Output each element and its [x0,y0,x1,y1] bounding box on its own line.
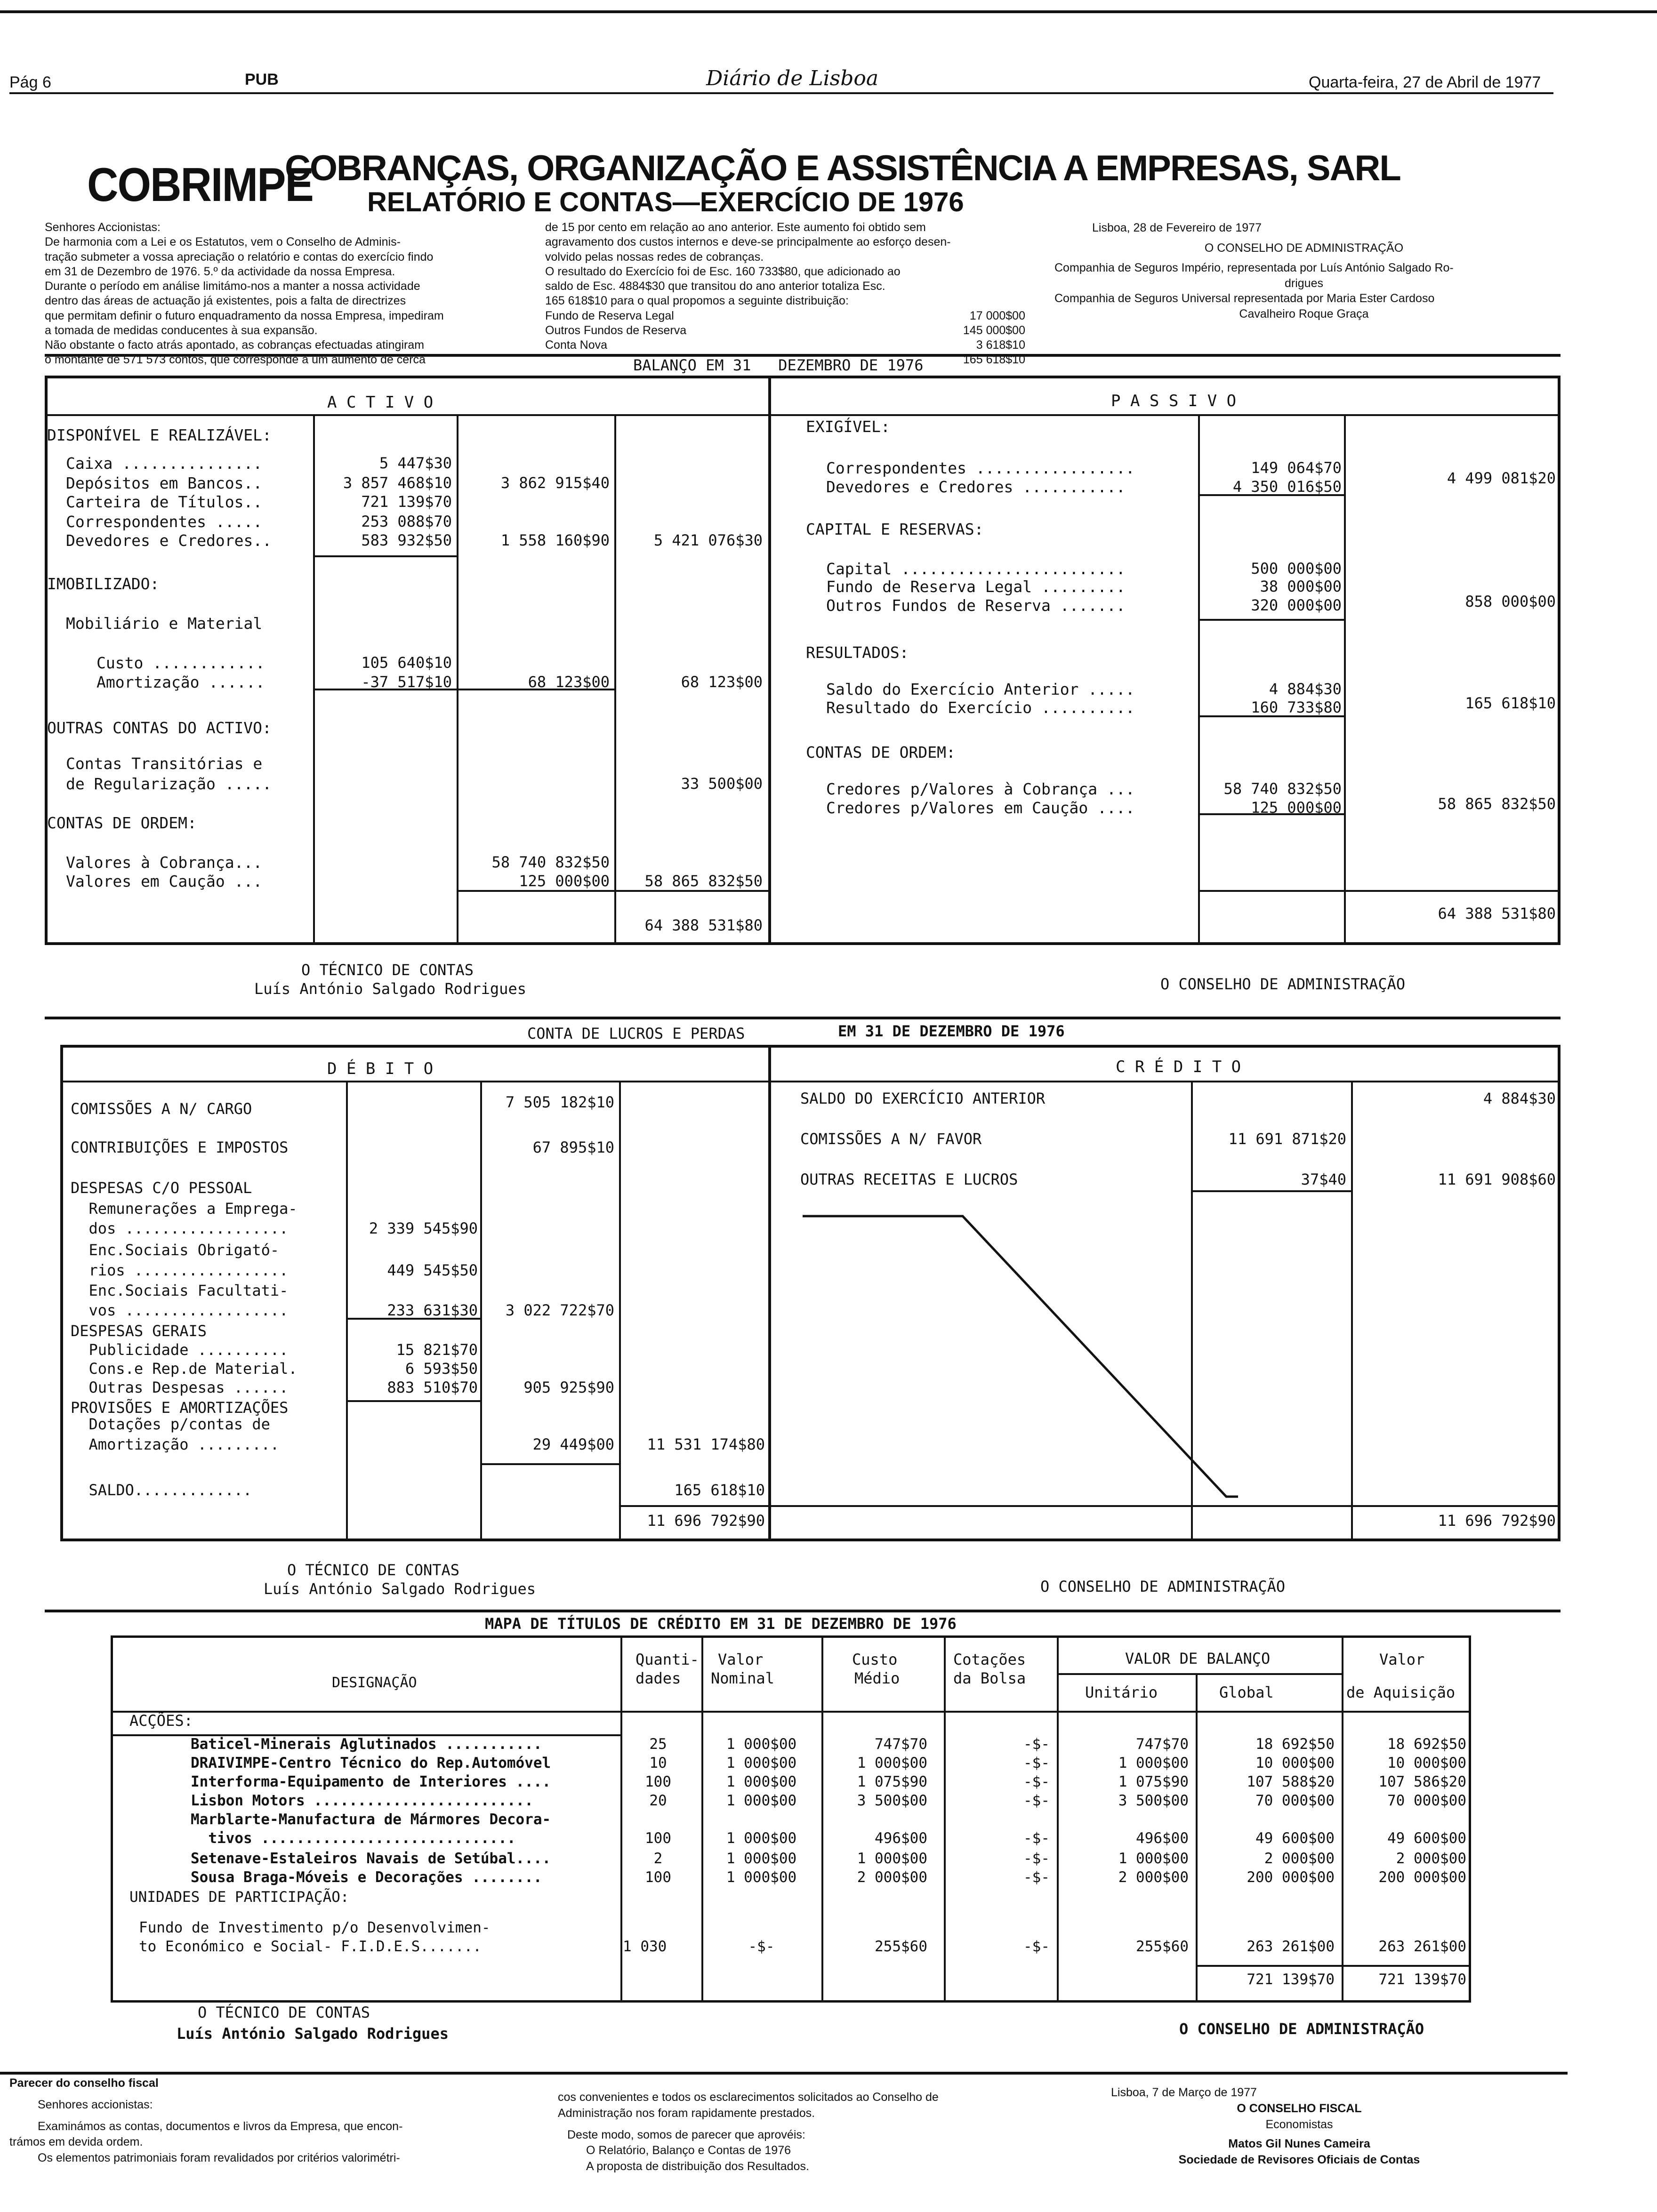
activo-total: 33 500$00 [681,775,763,793]
mapa-nominal-value: 1 000$00 [726,1792,797,1809]
report-subtitle: RELATÓRIO E CONTAS—EXERCÍCIO DE 1976 [367,187,964,217]
mapa-global-value: 10 000$00 [1255,1755,1335,1771]
activo-item-label: Custo ............ [97,654,265,672]
activo-subtotal: 58 740 832$50 [491,853,610,871]
passivo-group-heading: EXIGÍVEL: [806,417,890,436]
debito-subtotal: 3 022 722$70 [505,1301,614,1319]
pl-board-signature: O CONSELHO DE ADMINISTRAÇÃO [1040,1578,1286,1595]
credito-amount: 37$40 [1301,1170,1346,1188]
activo-item-label: Devedores e Credores.. [66,531,272,550]
section-rule [0,2072,1568,2075]
debito-item-label: PROVISÕES E AMORTIZAÇÕES [71,1399,289,1417]
distribution-label: Outros Fundos de Reserva [545,323,687,337]
passivo-item-label: Fundo de Reserva Legal ......... [826,577,1126,596]
parecer-signatory: Sociedade de Revisores Oficiais de Contas [1178,2153,1420,2166]
parecer-text: cos convenientes e todos os esclarecimentos solicitados ao Conselho de [558,2091,939,2104]
report-signatory: drigues [1285,276,1323,290]
report-text: Durante o período em análise limitámo-nos a manter a nossa actividade [45,280,420,293]
mapa-subheader-rule [1057,1673,1342,1675]
mapa-col-rule [620,1635,622,2003]
mapa-quantity: 25 [649,1736,667,1753]
balance-divider [768,376,771,945]
passivo-item-label: Credores p/Valores em Caução .... [826,799,1135,817]
passivo-total: 64 388 531$80 [1438,905,1556,922]
mapa-board-signature: O CONSELHO DE ADMINISTRAÇÃO [1179,2020,1424,2038]
activo-total: 64 388 531$80 [644,916,763,934]
distribution-row [545,309,1025,323]
mapa-header-valor-aquisicao: de Aquisição [1346,1683,1456,1701]
report-text: saldo de Esc. 4884$30 que transitou do ano anterior totaliza Esc. [545,280,885,293]
distribution-row [545,323,1025,338]
report-place-date: Lisboa, 28 de Fevereiro de 1977 [1092,221,1262,234]
passivo-amount: 320 000$00 [1251,596,1342,614]
activo-subtotal-rule [457,890,614,892]
report-text: em 31 de Dezembro de 1976. 5.º da actividade da nossa Empresa. [45,264,395,278]
passivo-total: 58 865 832$50 [1438,795,1556,813]
passivo-header: P A S S I V O [1111,392,1237,410]
mapa-average-cost: 1 000$00 [857,1850,927,1867]
distribution-label: Fundo de Reserva Legal [545,309,674,322]
mapa-header-quantidades: dades [635,1669,681,1687]
parecer-text: trámos em devida ordem. [9,2135,143,2149]
debito-total: 165 618$10 [674,1481,765,1499]
debito-header: D É B I T O [327,1059,434,1078]
mapa-unit-value: 1 075$90 [1118,1773,1189,1790]
mapa-quotation: -$- [1023,1736,1050,1753]
passivo-total: 165 618$10 [1465,694,1556,712]
debito-amount: 15 821$70 [396,1341,478,1359]
debito-amount: 2 339 545$90 [369,1219,478,1237]
mapa-unit-value: 1 000$00 [1118,1850,1189,1867]
report-text: Não obstante o facto atrás apontado, as cobranças efectuadas atingiram [45,338,425,352]
debito-subtotal: 905 925$90 [523,1378,614,1396]
mapa-designation: Lisbon Motors ......................... [191,1792,533,1809]
mapa-nominal-value: 1 000$00 [726,1850,797,1867]
mapa-unit-value: 496$00 [1136,1830,1189,1847]
mapa-col-rule [1342,1635,1343,2003]
debito-rule [346,1400,480,1402]
mapa-quantity: 2 [653,1850,663,1867]
top-rule [0,10,1657,13]
debito-col-rule [619,1081,621,1541]
mapa-header-cotacoes: Cotações [953,1651,1026,1668]
credito-item-label: OUTRAS RECEITAS E LUCROS [800,1170,1018,1188]
distribution-value: 145 000$00 [963,323,1025,337]
activo-subtotal-rule [313,555,457,557]
report-text: dentro das áreas de actuação já existentes, pois a falta de directrizes [45,294,406,308]
credito-item-label: COMISSÕES A N/ FAVOR [800,1130,982,1148]
passivo-amount: 149 064$70 [1251,459,1342,477]
distribution-value: 3 618$10 [976,338,1025,352]
mapa-average-cost: 1 000$00 [857,1755,927,1771]
activo-group-heading: CONTAS DE ORDEM: [47,814,197,832]
parecer-title: Parecer do conselho fiscal [9,2076,159,2090]
debito-col-rule [346,1081,348,1541]
mapa-designation: tivos ............................. [191,1830,516,1847]
activo-total: 58 865 832$50 [644,872,763,890]
debito-item-label: Remunerações a Emprega- [71,1200,298,1218]
activo-col-rule [313,414,315,945]
parecer-text: Administração nos foram rapidamente prestados. [558,2106,815,2120]
balance-signature-title: O TÉCNICO DE CONTAS [301,961,474,979]
passivo-amount: 500 000$00 [1251,560,1342,577]
mapa-global-value: 107 588$20 [1247,1773,1335,1790]
mapa-quantity: 10 [649,1755,667,1771]
mapa-unit-value: 747$70 [1136,1736,1189,1753]
pl-title-right: EM 31 DE DEZEMBRO DE 1976 [838,1022,1065,1040]
mapa-quotation: -$- [1023,1869,1050,1886]
mapa-average-cost: 496$00 [875,1830,927,1847]
passivo-item-label: Resultado do Exercício .......... [826,698,1135,717]
debito-item-label: Cons.e Rep.de Material. [71,1360,298,1378]
debito-subtotal: 7 505 182$10 [505,1093,614,1111]
activo-amount: 583 932$50 [361,531,452,549]
passivo-subtotal-rule [1198,619,1344,621]
mapa-acquisition-value: 18 692$50 [1387,1736,1466,1753]
mapa-global-value: 70 000$00 [1255,1792,1335,1809]
mapa-quantity: 1 030 [623,1938,667,1955]
debito-item-label: Amortização ......... [71,1435,280,1453]
mapa-header-custo-medio: Custo [852,1651,898,1668]
activo-col-rule [457,414,458,945]
mapa-global-value: 49 600$00 [1255,1830,1335,1847]
activo-total: 5 421 076$30 [653,531,763,549]
debito-item-label: vos .................. [71,1301,289,1319]
report-column-1 [45,220,544,368]
parecer-text: Os elementos patrimoniais foram revalidados por critérios valorimétri- [38,2151,400,2164]
passivo-item-label: Correspondentes ................. [826,459,1135,477]
debito-amount: 883 510$70 [387,1378,478,1396]
mapa-nominal-value: 1 000$00 [726,1755,797,1771]
debito-item-label: CONTRIBUIÇÕES E IMPOSTOS [71,1138,289,1156]
report-signatory: Cavalheiro Roque Graça [1239,307,1369,321]
passivo-group-heading: RESULTADOS: [806,643,909,662]
debito-amount: 233 631$30 [387,1301,478,1319]
mapa-nominal-value: 1 000$00 [726,1736,797,1753]
mapa-col-rule [1057,1635,1059,2003]
mapa-quantity: 100 [645,1773,671,1790]
activo-subtotal: 1 558 160$90 [500,531,610,549]
report-signatory: Companhia de Seguros Universal representada por Maria Ester Cardoso [1054,292,1435,305]
pl-divider [768,1045,771,1541]
debito-item-label: DESPESAS C/O PESSOAL [71,1179,252,1197]
activo-item-label: de Regularização ..... [66,775,272,793]
debito-subtotal: 67 895$10 [532,1138,614,1156]
mapa-designation: Sousa Braga-Móveis e Decorações ........ [191,1869,542,1886]
mapa-acquisition-value: 2 000$00 [1396,1850,1466,1867]
mapa-acquisition-value: 200 000$00 [1378,1869,1466,1886]
credito-col-rule [1351,1081,1353,1541]
activo-amount: 3 857 468$10 [343,474,452,492]
parecer-text: Deste modo, somos de parecer que aprovéis: [567,2128,805,2141]
activo-subtotal: 3 862 915$40 [500,474,610,492]
passivo-amount: 4 884$30 [1269,680,1342,698]
credito-total: 4 884$30 [1483,1090,1556,1107]
activo-amount: 721 139$70 [361,493,452,511]
issue-date: Quarta-feira, 27 de Abril de 1977 [1309,73,1541,91]
mapa-total-rule [1196,1965,1471,1967]
balance-title: BALANÇO EM 31 DEZEMBRO DE 1976 [633,356,924,374]
company-fullname: COBRANÇAS, ORGANIZAÇÃO E ASSISTÊNCIA A EMPRESAS, SARL [285,148,1400,188]
mapa-designation: Setenave-Estaleiros Navais de Setúbal.... [191,1850,551,1867]
mapa-quotation: -$- [1023,1792,1050,1809]
passivo-item-label: Outros Fundos de Reserva ....... [826,596,1126,615]
parecer-text: A proposta de distribuição dos Resultados. [586,2160,809,2173]
debito-item-label: Publicidade .......... [71,1341,289,1359]
passivo-amount: 125 000$00 [1251,799,1342,817]
distribution-value: 17 000$00 [969,309,1025,322]
mapa-header-valor-aquisicao: Valor [1379,1651,1425,1668]
passivo-item-label: Saldo do Exercício Anterior ..... [826,680,1135,698]
mapa-acquisition-value: 70 000$00 [1387,1792,1466,1809]
passivo-item-label: Devedores e Credores ........... [826,478,1126,496]
credito-item-label: SALDO DO EXERCÍCIO ANTERIOR [800,1090,1046,1107]
debito-rule [480,1463,619,1465]
section-rule [45,1017,1560,1019]
activo-item-label: Mobiliário e Material [66,614,263,633]
parecer-column-1 [9,2076,518,2166]
report-text: agravamento dos custos internos e deve-se principalmente ao esforço desen- [545,235,951,249]
debito-item-label: DESPESAS GERAIS [71,1322,207,1340]
passivo-amount: 38 000$00 [1260,577,1342,595]
parecer-column-3 [1106,2085,1492,2168]
passivo-group-heading: CONTAS DE ORDEM: [806,743,956,761]
activo-total: 68 123$00 [681,673,763,691]
parecer-text: O Relatório, Balanço e Contas de 1976 [586,2144,791,2157]
mapa-header-global: Global [1219,1683,1274,1701]
mapa-nominal-value: 1 000$00 [726,1830,797,1847]
balance-signature-name: Luís António Salgado Rodrigues [254,980,526,998]
section-rule [45,1610,1560,1612]
debito-total: 11 696 792$90 [647,1512,765,1530]
mapa-col-rule [701,1635,703,2003]
debito-item-label: COMISSÕES A N/ CARGO [71,1100,252,1118]
mapa-average-cost: 1 075$90 [857,1773,927,1790]
debito-item-label: rios ................. [71,1261,289,1279]
debito-subtotal: 29 449$00 [532,1435,614,1453]
activo-item-label: Caixa ............... [66,454,263,473]
debito-rule [619,1505,768,1507]
newspaper-name: Diário de Lisboa [706,66,879,90]
debito-item-label: Outras Despesas ...... [71,1378,289,1396]
mapa-header-unitario: Unitário [1085,1683,1158,1701]
report-text: tração submeter a vossa apreciação o relatório e contas do exercício findo [45,250,434,264]
passivo-total: 4 499 081$20 [1447,469,1556,487]
passivo-total: 858 000$00 [1465,593,1556,610]
mapa-designation: Marblarte-Manufactura de Mármores Decora- [191,1811,551,1828]
mapa-quantity: 20 [649,1792,667,1809]
mapa-global-value: 263 261$00 [1247,1938,1335,1955]
mapa-nominal-value: -$- [748,1938,775,1955]
debito-amount: 6 593$50 [405,1360,478,1378]
mapa-average-cost: 747$70 [875,1736,927,1753]
passivo-amount: 58 740 832$50 [1223,780,1342,798]
report-column-2 [545,220,1025,368]
mapa-col-rule [821,1635,823,2003]
debito-item-label: Enc.Sociais Facultati- [71,1282,289,1299]
mapa-quotation: -$- [1023,1938,1050,1955]
mapa-acquisition-value: 107 586$20 [1378,1773,1466,1790]
mapa-total-global: 721 139$70 [1247,1971,1335,1988]
report-text: a tomada de medidas conducentes à sua expansão. [45,323,318,337]
distribution-value: 165 618$10 [963,353,1025,367]
activo-amount: 253 088$70 [361,513,452,530]
mapa-acquisition-value: 10 000$00 [1387,1755,1466,1771]
mapa-header-custo-medio: Médio [854,1669,900,1687]
debito-amount: 449 545$50 [387,1261,478,1279]
mapa-signature-name: Luís António Salgado Rodrigues [177,2025,449,2043]
credito-header: C R É D I T O [1116,1058,1241,1076]
balance-header-rule [45,414,1560,416]
mapa-designation: Interforma-Equipamento de Interiores .... [191,1773,551,1790]
report-text: 165 618$10 para o qual propomos a seguinte distribuição: [545,294,849,308]
activo-amount: 105 640$10 [361,654,452,672]
balance-board-signature: O CONSELHO DE ADMINISTRAÇÃO [1160,975,1406,993]
section-label: PUB [245,71,279,88]
distribution-label: Conta Nova [545,338,608,352]
mapa-section-up: UNIDADES DE PARTICIPAÇÃO: [129,1889,349,1906]
activo-group-heading: IMOBILIZADO: [47,575,160,593]
pl-title-left: CONTA DE LUCROS E PERDAS [527,1025,745,1042]
report-text: volvido pelas nossas redes de cobranças. [545,250,764,264]
mapa-header-quantidades: Quanti- [635,1651,699,1668]
debito-col-rule [480,1081,482,1541]
credito-cancellation-line [800,1210,1271,1511]
activo-item-label: Contas Transitórias e [66,754,263,773]
report-text: que permitam definir o futuro enquadramento da nossa Empresa, impediram [45,309,444,322]
pl-header-rule [60,1081,1560,1082]
mapa-nominal-value: 1 000$00 [726,1869,797,1886]
mapa-designation: to Económico e Social- F.I.D.E.S....... [139,1938,482,1955]
passivo-item-label: Credores p/Valores à Cobrança ... [826,780,1135,798]
parecer-text: Economistas [1265,2117,1333,2131]
mapa-header-valor-balanco: VALOR DE BALANÇO [1125,1650,1271,1667]
mapa-quotation: -$- [1023,1773,1050,1790]
parecer-place-date: Lisboa, 7 de Março de 1977 [1111,2086,1257,2099]
activo-subtotal: 125 000$00 [519,872,610,890]
mapa-header-rule [111,1711,1471,1713]
masthead-rule [9,92,1553,94]
mapa-total-acquisition: 721 139$70 [1378,1971,1466,1988]
mapa-col-rule [1196,1673,1198,2003]
debito-item-label: Enc.Sociais Obrigató- [71,1241,280,1259]
mapa-designation: Fundo de Investimento p/o Desenvolvimen- [139,1919,491,1936]
parecer-board-title: O CONSELHO FISCAL [1237,2101,1362,2115]
debito-item-label: dos .................. [71,1219,289,1237]
mapa-title: MAPA DE TÍTULOS DE CRÉDITO EM 31 DE DEZEMBRO DE 1976 [485,1615,957,1633]
activo-item-label: Carteira de Títulos.. [66,493,263,511]
mapa-unit-value: 255$60 [1136,1938,1189,1955]
company-name: COBRIMPE [87,158,313,211]
activo-amount: 5 447$30 [379,454,452,472]
passivo-total-rule [1198,890,1560,892]
passivo-group-heading: CAPITAL E RESERVAS: [806,520,984,538]
activo-item-label: Correspondentes ..... [66,513,263,531]
mapa-quotation: -$- [1023,1850,1050,1867]
mapa-header-designacao: DESIGNAÇÃO [332,1675,417,1691]
credito-total: 11 696 792$90 [1438,1512,1556,1530]
mapa-average-cost: 3 500$00 [857,1792,927,1809]
distribution-row [545,338,1025,353]
mapa-average-cost: 255$60 [875,1938,927,1955]
report-signatory: Companhia de Seguros Império, representada por Luís António Salgado Ro- [1054,261,1454,274]
mapa-signature-title: O TÉCNICO DE CONTAS [198,2004,370,2021]
activo-item-label: Valores em Caução ... [66,872,263,890]
report-board-title: O CONSELHO DE ADMINISTRAÇÃO [1204,241,1404,255]
parecer-text: Examinámos as contas, documentos e livros da Empresa, que encon- [38,2119,403,2133]
parecer-text: Senhores accionistas: [38,2098,153,2111]
mapa-quotation: -$- [1023,1755,1050,1771]
mapa-designation: Baticel-Minerais Aglutinados ........... [191,1736,542,1753]
activo-amount: -37 517$10 [361,673,452,691]
mapa-quantity: 100 [645,1869,671,1886]
mapa-global-value: 2 000$00 [1264,1850,1335,1867]
mapa-col-rule [944,1635,946,2003]
activo-group-heading: DISPONÍVEL E REALIZÁVEL: [47,426,272,444]
credito-rule [1191,1190,1351,1192]
mapa-acquisition-value: 263 261$00 [1378,1938,1466,1955]
passivo-amount: 4 350 016$50 [1232,478,1342,496]
report-column-3 [1054,220,1553,321]
activo-item-label: Amortização ...... [97,673,265,691]
mapa-unit-value: 2 000$00 [1118,1869,1189,1886]
debito-item-label: Dotações p/contas de [71,1415,270,1433]
activo-item-label: Depósitos em Bancos.. [66,474,263,492]
activo-subtotal: 68 123$00 [528,673,610,691]
mapa-header-valor-nominal: Valor [718,1651,764,1668]
activo-total-rule [614,890,768,892]
mapa-nominal-value: 1 000$00 [726,1773,797,1790]
activo-col-rule [614,414,616,945]
report-text: de 15 por cento em relação ao ano anterior. Este aumento foi obtido sem [545,221,926,234]
mapa-designation: DRAIVIMPE-Centro Técnico do Rep.Automóvel [191,1755,551,1771]
activo-header: A C T I V O [327,393,434,412]
pl-signature-title: O TÉCNICO DE CONTAS [287,1561,460,1579]
mapa-quotation: -$- [1023,1830,1050,1847]
mapa-unit-value: 1 000$00 [1118,1755,1189,1771]
passivo-amount: 160 733$80 [1251,698,1342,716]
mapa-global-value: 18 692$50 [1255,1736,1335,1753]
mapa-section-accoes: ACÇÕES: [129,1712,193,1730]
parecer-column-2 [558,2090,1066,2175]
mapa-quantity: 100 [645,1830,671,1847]
mapa-average-cost: 2 000$00 [857,1869,927,1886]
mapa-global-value: 200 000$00 [1247,1869,1335,1886]
mapa-unit-value: 3 500$00 [1118,1792,1189,1809]
page-number: Pág 6 [9,73,51,91]
report-text: O resultado do Exercício foi de Esc. 160 733$80, que adicionado ao [545,264,901,278]
report-text: Senhores Accionistas: [45,221,161,234]
parecer-signatory: Matos Gil Nunes Cameira [1228,2137,1370,2151]
mapa-header-cotacoes: da Bolsa [953,1669,1026,1687]
mapa-header-valor-nominal: Nominal [711,1669,774,1687]
report-text: De harmonia com a Lei e os Estatutos, vem o Conselho de Adminis- [45,235,401,249]
credito-total: 11 691 908$60 [1438,1170,1556,1188]
activo-item-label: Valores à Cobrança... [66,853,263,872]
report-text: o montante de 571 573 contos, que corresponde a um aumento de cerca [45,353,426,367]
credito-amount: 11 691 871$20 [1228,1130,1346,1148]
passivo-col-rule [1344,414,1346,945]
mapa-acquisition-value: 49 600$00 [1387,1830,1466,1847]
debito-item-label: SALDO............. [71,1481,252,1499]
passivo-item-label: Capital ........................ [826,560,1126,578]
pl-signature-name: Luís António Salgado Rodrigues [264,1580,536,1598]
activo-group-heading: OUTRAS CONTAS DO ACTIVO: [47,719,272,737]
debito-total: 11 531 174$80 [647,1435,765,1453]
